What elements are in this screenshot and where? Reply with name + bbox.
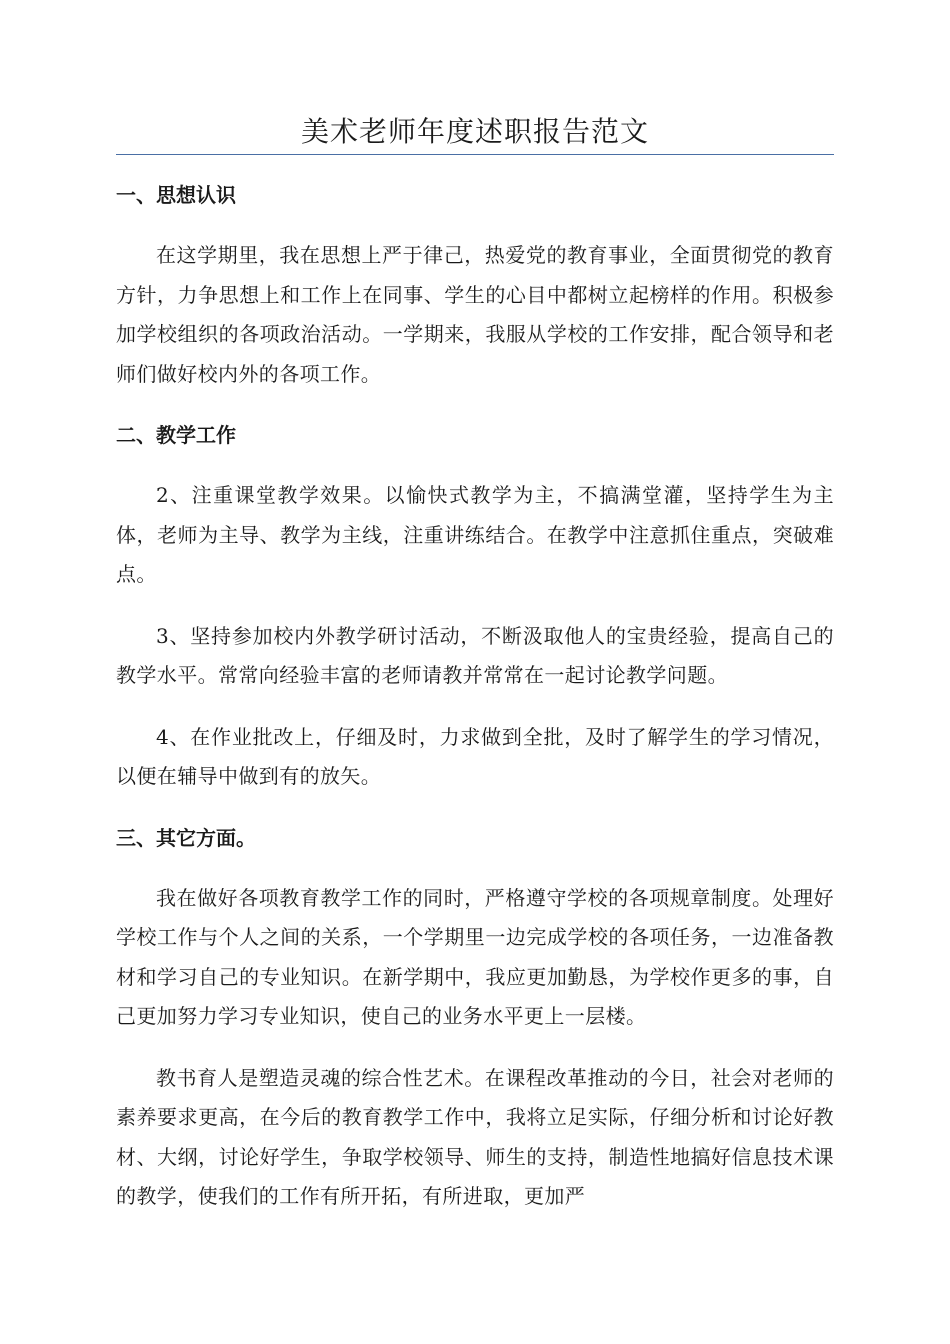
paragraph: 2、注重课堂教学效果。以愉快式教学为主，不搞满堂灌，坚持学生为主体，老师为主导、教学为主线，注重讲练结合。在教学中注意抓住重点，突破难点。 [116, 483, 834, 586]
title-underline [116, 154, 834, 155]
paragraph: 在这学期里，我在思想上严于律己，热爱党的教育事业，全面贯彻党的教育方针，力争思想上和工作上在同事、学生的心目中都树立起榜样的作用。积极参加学校组织的各项政治活动。一学期来，我服从学校的工作安排，配合领导和老师们做好校内外的各项工作。 [116, 243, 834, 386]
section-thought [116, 176, 834, 394]
section-heading: 三、其它方面。 [116, 825, 256, 850]
document-body [116, 176, 834, 1239]
paragraph: 3、坚持参加校内外教学研讨活动，不断汲取他人的宝贵经验，提高自己的教学水平。常常向经验丰富的老师请教并常常在一起讨论教学问题。 [116, 623, 834, 687]
paragraph: 教书育人是塑造灵魂的综合性艺术。在课程改革推动的今日，社会对老师的素养要求更高，在今后的教育教学工作中，我将立足实际，仔细分析和讨论好教材、大纲，讨论好学生，争取学校领导、师生的支持，制造性地搞好信息技术课的教学，使我们的工作有所开拓，有所进取，更加严 [116, 1065, 834, 1208]
section-heading: 二、教学工作 [116, 423, 236, 447]
section-heading: 一、思想认识 [116, 183, 236, 207]
section-teaching [116, 416, 834, 797]
paragraph: 4、在作业批改上，仔细及时，力求做到全批，及时了解学生的学习情况，以便在辅导中做到有的放矢。 [116, 724, 834, 788]
section-other [116, 819, 834, 1217]
paragraph: 我在做好各项教育教学工作的同时，严格遵守学校的各项规章制度。处理好学校工作与个人之间的关系，一个学期里一边完成学校的各项任务，一边准备教材和学习自己的专业知识。在新学期中，我应更加勤恳，为学校作更多的事，自己更加努力学习专业知识，使自己的业务水平更上一层楼。 [116, 885, 834, 1028]
document-title: 美术老师年度述职报告范文 [300, 115, 649, 148]
